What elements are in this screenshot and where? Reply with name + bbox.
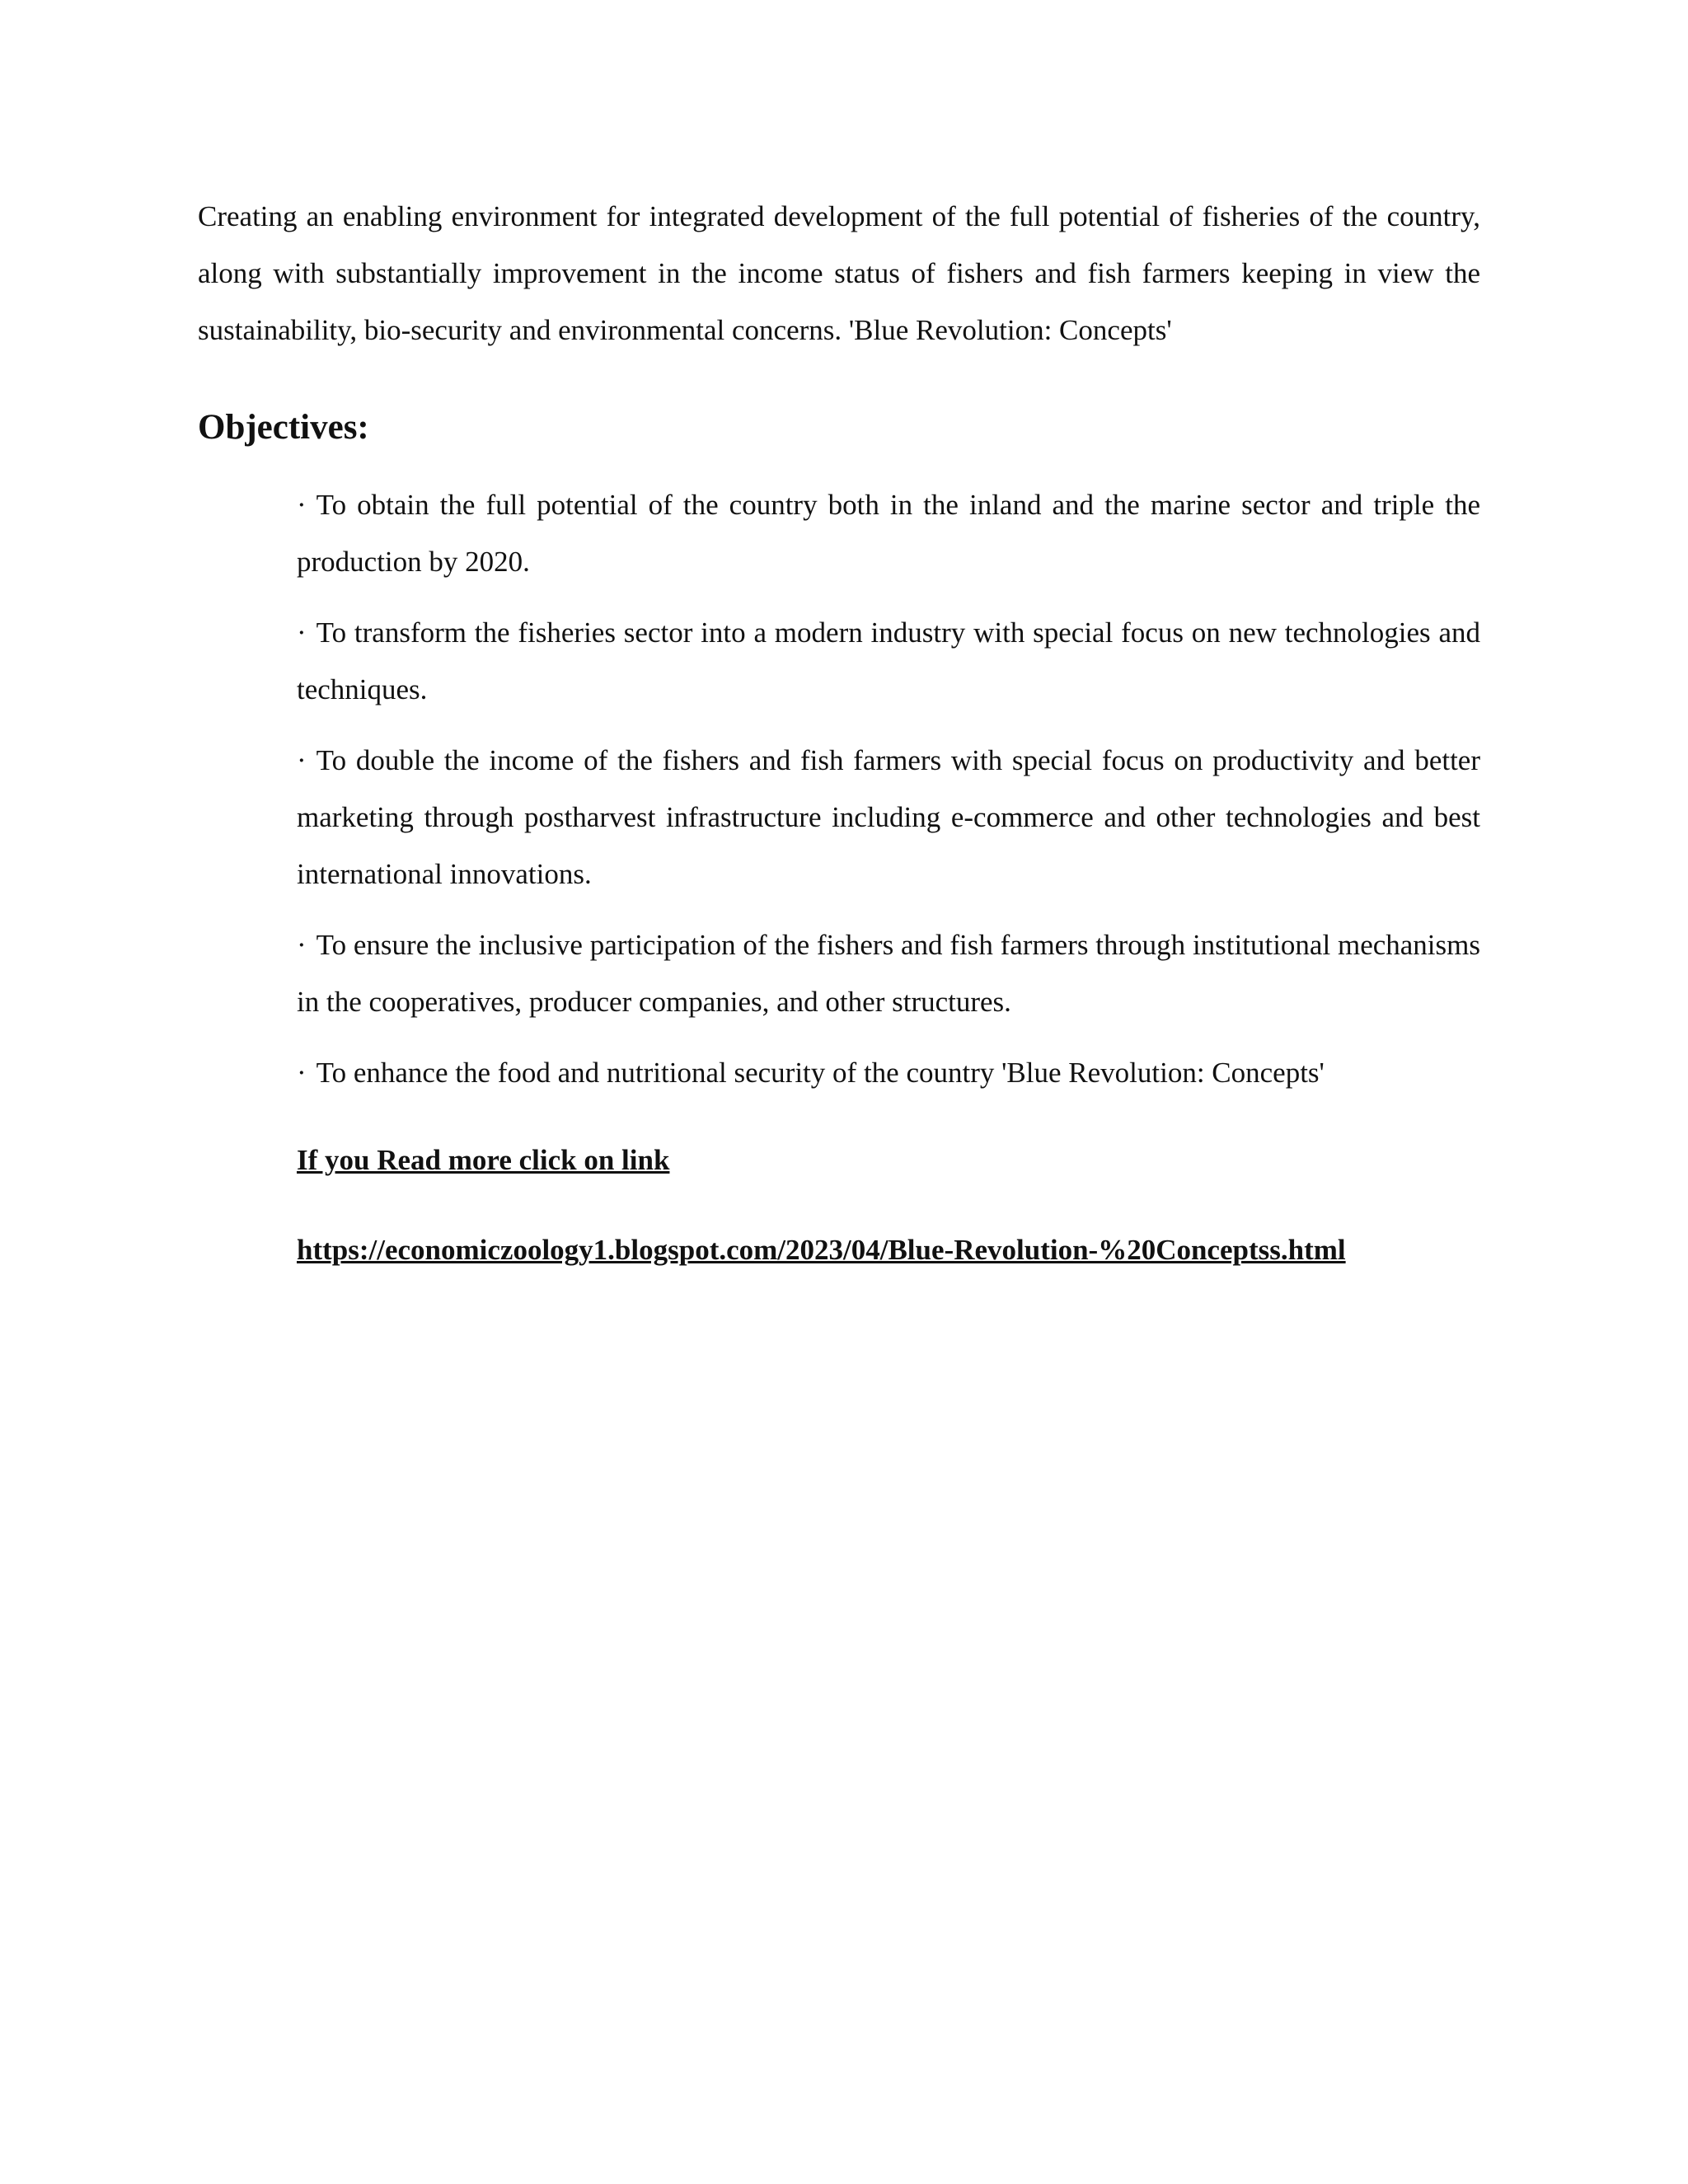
read-more-label: If you Read more click on link — [297, 1144, 670, 1176]
bullet-icon: · — [297, 744, 307, 776]
objective-item-3 — [297, 732, 1480, 902]
objectives-heading: Objectives: — [198, 408, 369, 447]
objective-item-2 — [297, 604, 1480, 718]
blog-link[interactable]: https://economiczoology1.blogspot.com/2023/04/Blue-Revolution-%20Conceptss.html — [297, 1234, 1346, 1266]
bullet-icon: · — [297, 929, 307, 961]
bullet-icon: · — [297, 1057, 307, 1089]
objective-text: To obtain the full potential of the country both in the inland and the marine sector and triple the production by 2020. — [297, 489, 1480, 578]
objectives-list — [297, 476, 1480, 1115]
objective-item-5 — [297, 1044, 1480, 1101]
bullet-icon: · — [297, 616, 307, 649]
objective-text: To transform the fisheries sector into a modern industry with special focus on new technologies and techniques. — [297, 616, 1480, 705]
objective-item-4 — [297, 916, 1480, 1030]
objective-text: To double the income of the fishers and fish farmers with special focus on productivity and better marketing through postharvest infrastructure including e-commerce and other technologies and best international innovations. — [297, 744, 1480, 890]
objective-text: To enhance the food and nutritional security of the country 'Blue Revolution: Concepts' — [316, 1057, 1325, 1089]
objective-text: To ensure the inclusive participation of the fishers and fish farmers through institutional mechanisms in the cooperatives, producer companies, and other structures. — [297, 929, 1480, 1018]
intro-paragraph: Creating an enabling environment for integrated development of the full potential of fisheries of the country, along with substantially improvement in the income status of fishers and fish farmers keeping in view the sustainability, bio-security and environmental concerns. 'Blue Revolution: Concepts' — [198, 200, 1480, 346]
objective-item-1 — [297, 476, 1480, 590]
bullet-icon: · — [297, 489, 307, 521]
